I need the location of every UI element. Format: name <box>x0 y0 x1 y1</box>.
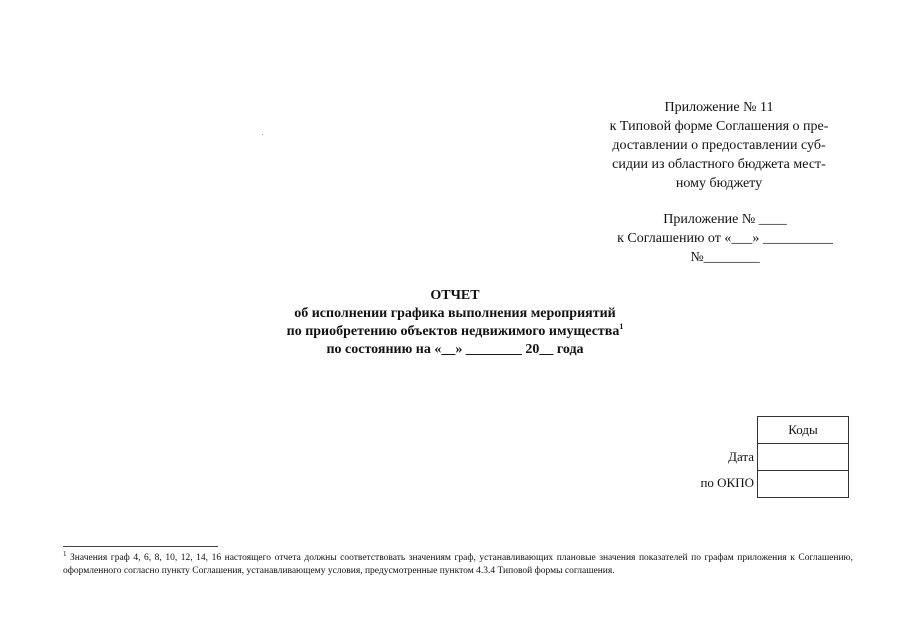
footnote-text: Значения граф 4, 6, 8, 10, 12, 14, 16 настоящего отчета должны соответствовать значениям граф, устанавливающих плановые значения показателей по графам приложения к Соглашению, оформленного согласно пункту Соглашения, устанавливающему условия, предусмотренные пунктом 4.3.4 Типовой формы соглашения. <box>63 553 853 576</box>
footnote-number: 1 <box>63 550 67 558</box>
appendix-line: к Типовой форме Соглашения о пре- <box>609 119 829 134</box>
footnote <box>63 552 853 578</box>
footnote-divider <box>63 546 218 547</box>
agreement-line: к Соглашению от «___» __________ <box>617 231 833 246</box>
codes-header: Коды <box>758 417 849 444</box>
footnote-mark: 1 <box>619 322 624 331</box>
appendix-line: Приложение № 11 <box>664 100 774 115</box>
report-subtitle-2 <box>200 323 710 341</box>
agreement-reference <box>580 210 870 267</box>
agreement-line: №________ <box>690 250 760 265</box>
report-subtitle-1: об исполнении графика выполнения мероприятий <box>294 306 616 321</box>
report-title <box>200 287 710 359</box>
report-subtitle-2-text: по приобретению объектов недвижимого имущества <box>286 324 620 339</box>
okpo-label: по ОКПО <box>700 475 754 490</box>
appendix-line: сидии из областного бюджета мест- <box>612 157 826 172</box>
date-label: Дата <box>728 449 754 464</box>
scan-dot <box>262 134 263 135</box>
appendix-reference <box>588 98 850 193</box>
date-code-cell <box>758 444 849 471</box>
okpo-code-cell <box>758 471 849 498</box>
report-heading: ОТЧЕТ <box>430 288 480 303</box>
appendix-line: ному бюджету <box>675 176 763 191</box>
appendix-line: доставлении о предоставлении суб- <box>612 138 826 153</box>
agreement-line: Приложение № ____ <box>663 212 787 227</box>
codes-table <box>757 416 849 498</box>
report-date-line: по состоянию на «__» ________ 20__ года <box>326 342 584 357</box>
